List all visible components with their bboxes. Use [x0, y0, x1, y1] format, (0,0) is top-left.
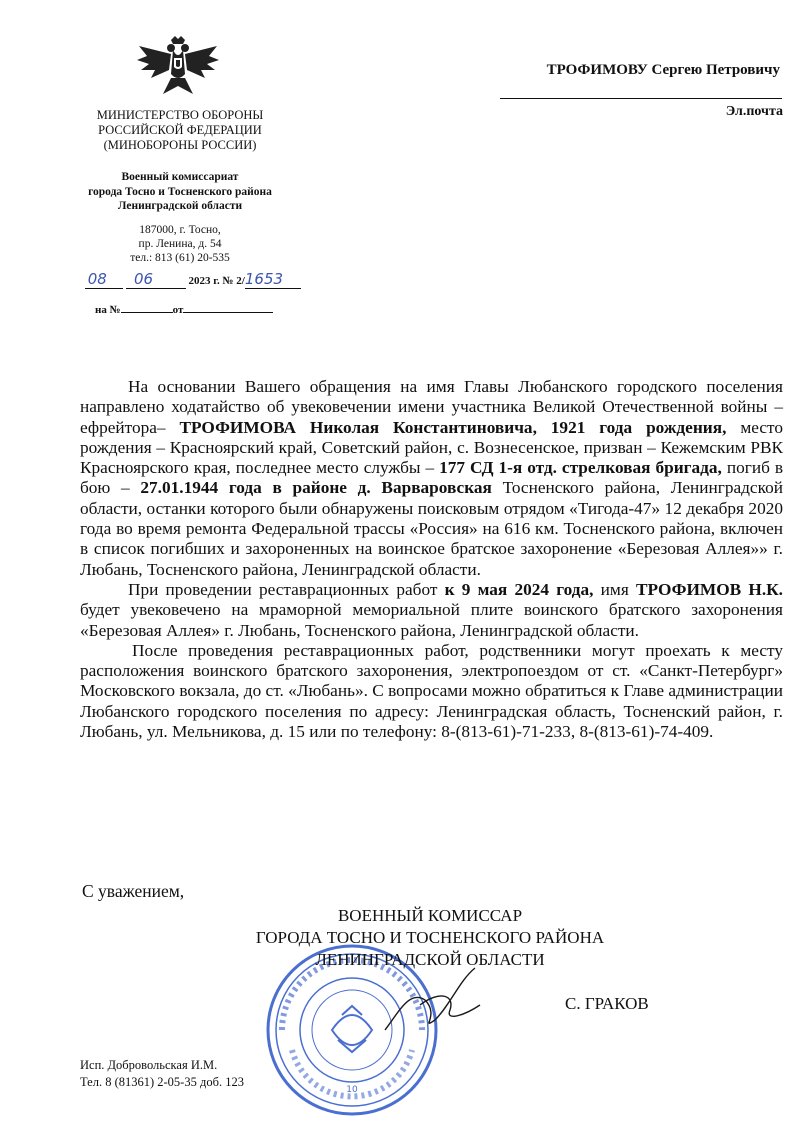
- reference-from-label: от: [172, 304, 184, 316]
- commissariat-line: Ленинградской области: [117, 200, 243, 212]
- address-line: пр. Ленина, д. 54: [138, 238, 222, 250]
- outgoing-day: 08: [87, 270, 107, 288]
- reference-prefix: на №: [95, 304, 121, 316]
- executor-info: [80, 1057, 244, 1091]
- signatory-title-line: ГОРОДА ТОСНО И ТОСНЕНСКОГО РАЙОНА: [255, 928, 605, 947]
- executor-name: Исп. Добровольская И.М.: [80, 1058, 218, 1072]
- signatory-name: С. ГРАКОВ: [565, 994, 649, 1013]
- outgoing-year-label: 2023 г. № 2/: [188, 275, 245, 287]
- addressee-name: ТРОФИМОВУ Сергею Петровичу: [546, 62, 780, 78]
- ministry-line: РОССИЙСКОЙ ФЕДЕРАЦИИ: [98, 123, 262, 137]
- body-paragraph-2: [80, 580, 783, 641]
- emphasis-text: к 9 мая 2024 года,: [444, 579, 594, 599]
- emphasis-text: 177 СД 1-я отд. стрелковая бригада,: [439, 458, 722, 478]
- stamp-number: 10: [346, 1085, 358, 1095]
- signatory-title-line: ЛЕНИНГРАДСКОЙ ОБЛАСТИ: [315, 950, 545, 969]
- body-text: имя: [593, 579, 636, 599]
- commissariat-line: Военный комиссариат: [121, 171, 239, 183]
- sender-address: [70, 223, 290, 265]
- executor-phone: Тел. 8 (81361) 2-05-35 доб. 123: [80, 1075, 244, 1089]
- body-text: место рождения – Красноярский край, Советский район, с. Вознесенское, призван – Кежемским РВК Красноярского края, последнее место службы –: [80, 417, 784, 478]
- commissariat-line: города Тосно и Тосненского района: [88, 185, 272, 198]
- reference-number-line: [95, 300, 295, 316]
- body-paragraph-3: [80, 641, 783, 742]
- emblem-icon: [133, 34, 223, 100]
- outgoing-month: 06: [134, 270, 154, 288]
- body-paragraph-1: [80, 377, 783, 580]
- outgoing-number-line: [85, 270, 315, 290]
- emphasis-text: ТРОФИМОВ Н.К.: [635, 579, 783, 599]
- outgoing-number: 1653: [244, 270, 284, 288]
- ministry-line: МИНИСТЕРСТВО ОБОРОНЫ: [96, 108, 264, 122]
- ministry-header: [70, 108, 290, 153]
- address-line: 187000, г. Тосно,: [139, 224, 221, 236]
- address-line: тел.: 813 (61) 20-535: [130, 252, 230, 264]
- body-text: погиб в бою –: [80, 458, 783, 498]
- emphasis-text: 27.01.1944 года в районе д. Варваровская: [140, 478, 492, 498]
- handwritten-signature: [380, 960, 490, 1040]
- body-text: будет увековечено на мраморной мемориальной плите воинского братского захоронения «Березовая Аллея» г. Любань, Тосненского района, Ленинградской области.: [80, 600, 783, 640]
- commissariat-header: [60, 170, 300, 214]
- letter-body: [80, 377, 783, 742]
- ministry-line: (МИНОБОРОНЫ РОССИИ): [103, 138, 257, 152]
- addressee-divider: [500, 98, 782, 99]
- body-text: После проведения реставрационных работ, родственники могут проехать к месту расположения воинского братского захоронения, электропоездом от ст. «Санкт-Петербург» Московского вокзала, до ст. «Любань». С вопросами можно обратиться к Главе администрации Любанского городского поселения по адресу: Ленинградская область, Тосненский район, г. Любань, ул. Мельникова, д. 15 или по телефону: 8-(813-61)-71-233, 8-(813-61)-74-409.: [80, 640, 783, 742]
- emphasis-text: ТРОФИМОВА Николая Константиновича, 1921 года рождения,: [179, 417, 727, 437]
- body-text: Тосненского района, Ленинградской области, останки которого были обнаружены поисковым отрядом «Тигода-47» 12 декабря 2020 года во время ремонта Федеральной трассы «Россия» на 616 км. Тосненского района, включен в список погибших и захороненных на воинское братское захоронение «Березовая Аллея»» г. Любань, Тосненского района, Ленинградской области.: [80, 478, 784, 579]
- regards-text: С уважением,: [82, 881, 185, 901]
- signatory-title-line: ВОЕННЫЙ КОМИССАР: [337, 906, 523, 925]
- body-text: На основании Вашего обращения на имя Главы Любанского городского поселения направлено ходатайство об увековечении имени участника Великой Отечественной войны – ефрейтора–: [80, 377, 783, 437]
- delivery-method: Эл.почта: [725, 104, 783, 119]
- body-text: При проведении реставрационных работ: [128, 579, 445, 599]
